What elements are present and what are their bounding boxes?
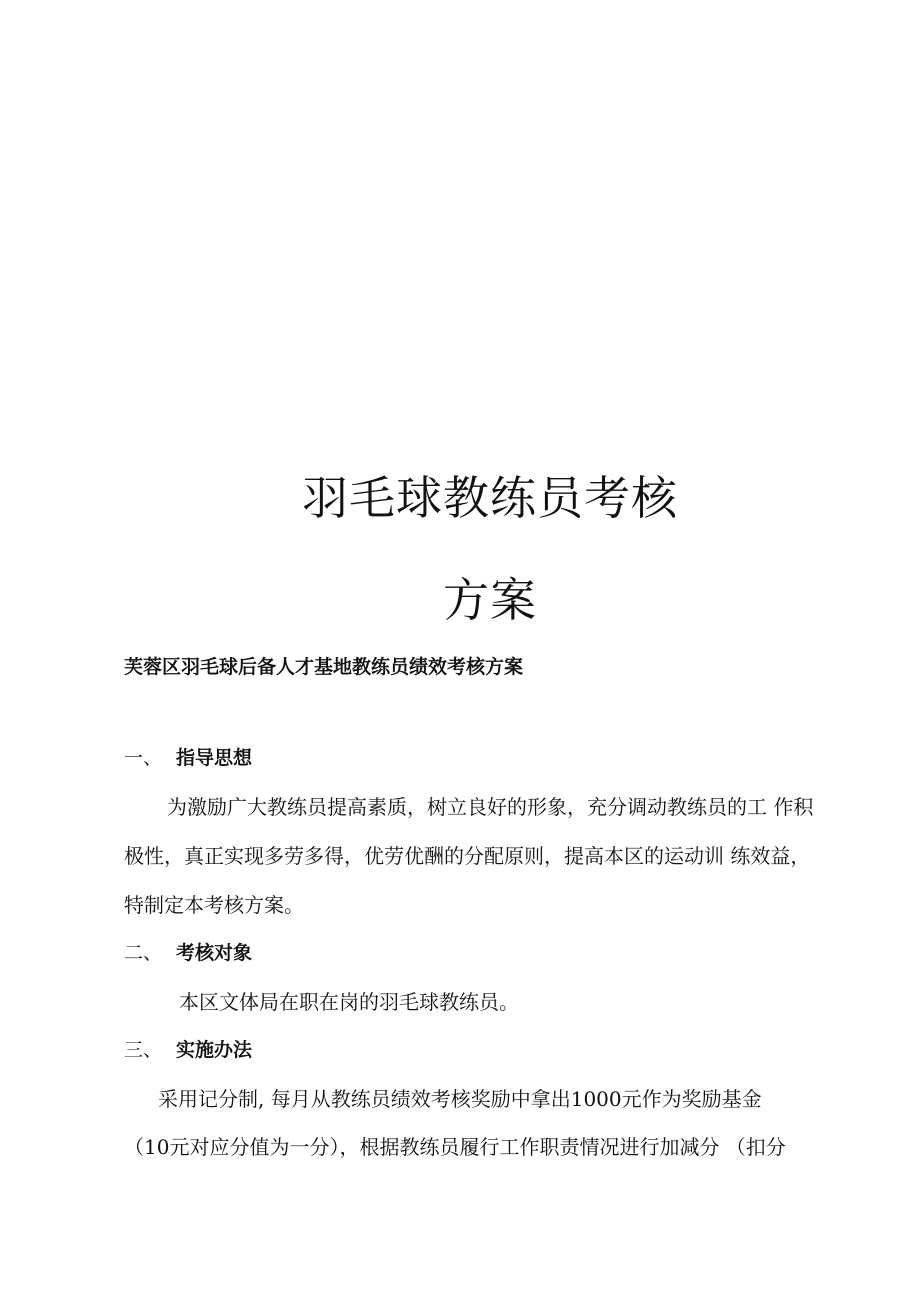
document-title-line-2: 方案	[443, 573, 537, 627]
paragraph-line: 为激励广大教练员提高素质，树立良好的形象，充分调动教练员的工 作积	[167, 795, 814, 819]
section-heading-assessment-target	[124, 939, 252, 967]
section-heading-text: 实施办法	[176, 1039, 253, 1061]
document-subtitle: 芙蓉区羽毛球后备人才基地教练员绩效考核方案	[124, 656, 524, 678]
paragraph-line: 特制定本考核方案。	[124, 893, 304, 917]
section-heading-text: 考核对象	[176, 942, 253, 964]
section-heading-text: 指导思想	[176, 747, 253, 769]
section-heading-implementation	[124, 1036, 252, 1064]
section-number: 二、	[124, 942, 163, 964]
paragraph-line: 采用记分制, 每月从教练员绩效考核奖励中拿出1000元作为奖励基金	[158, 1087, 762, 1111]
section-heading-guiding-ideology	[124, 744, 252, 772]
paragraph-line: 极性，真正实现多劳多得，优劳优酬的分配原则，提高本区的运动训 练效益，	[124, 844, 811, 868]
paragraph-line: （10元对应分值为一分），根据教练员履行工作职责情况进行加减分 （扣分	[124, 1135, 786, 1159]
section-number: 一、	[124, 747, 163, 769]
paragraph-line: 本区文体局在职在岗的羽毛球教练员。	[179, 990, 519, 1014]
section-number: 三、	[124, 1039, 163, 1061]
document-title-line-1: 羽毛球教练员考核	[302, 471, 678, 525]
